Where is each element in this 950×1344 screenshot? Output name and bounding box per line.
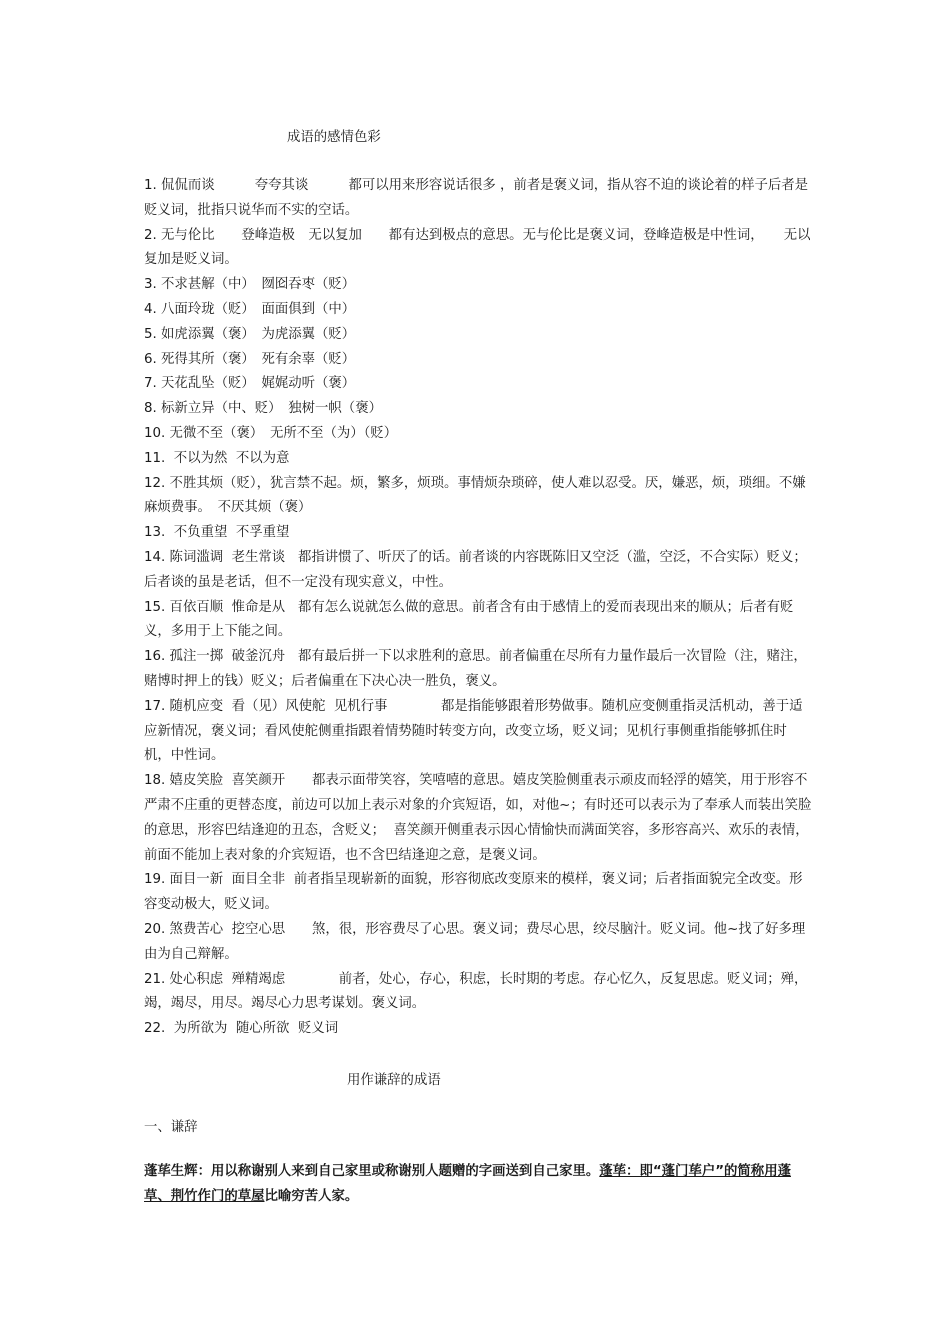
idiom-note-underlined-2: 用蓬草、荆竹作门的草屋: [144, 1164, 791, 1204]
paragraph-1: 1. 侃侃而谈 夸夸其谈 都可以用来形容说话很多 ，前者是褒义词，指从容不迫的谈论着的样子后者是贬义词，批指只说华而不实的空话。: [144, 178, 809, 218]
section-heading: 一、谦辞: [144, 1120, 198, 1135]
doc-body: [144, 174, 812, 1042]
idiom-term: 蓬荜生辉: [144, 1164, 198, 1179]
paragraph-7: 7. 天花乱坠（贬） 娓娓动听（褒）: [144, 376, 356, 392]
paragraph-11: 11. 不以为然 不以为意: [144, 450, 290, 466]
paragraph-15: 15. 百依百顺 惟命是从 都有怎么说就怎么做的意思。前者含有由于感情上的爱而表现出来的顺从；后者有贬义，多用于上下能之间。: [144, 599, 794, 640]
section-title: 用作谦辞的成语: [347, 1073, 441, 1088]
paragraph-12: 12. 不胜其烦（贬），犹言禁不起。烦，繁多，烦琐。事情烦杂琐碎，使人难以忍受。厌，嫌恶，烦，琐细。不嫌麻烦费事。 不厌其烦（褒）: [144, 475, 806, 516]
paragraph-2: 2. 无与伦比 登峰造极 无以复加 都有达到极点的意思。无与伦比是褒义词，登峰造极是中性词， 无以复加是贬义词。: [144, 227, 811, 268]
paragraph-18: 18. 嬉皮笑脸 喜笑颜开 都表示面带笑容，笑嘻嘻的意思。嬉皮笑脸侧重表示顽皮而轻浮的嬉笑，用于形容不严肃不庄重的更替态度，前边可以加上表示对象的介宾短语，如，对他~；有时还可以表示为了奉承人而装出笑脸的意思，形容巴结逢迎的丑态，含贬义； 喜笑颜开侧重表示因心情愉快而满面笑容，多形容高兴、欢乐的表情，前面不能加上表对象的介宾短语，也不含巴结逢迎之意，是褒义词。: [144, 773, 812, 863]
idiom-entry: [144, 1160, 812, 1210]
paragraph-3: 3. 不求甚解（中） 囫囵吞枣（贬）: [144, 277, 356, 293]
paragraph-6: 6. 死得其所（褒） 死有余辜（贬）: [144, 351, 356, 367]
paragraph-19: 19. 面目一新 面目全非 前者指呈现崭新的面貌，形容彻底改变原来的模样，褒义词；后者指面貌完全改变。形容变动极大，贬义词。: [144, 872, 803, 913]
paragraph-4: 4. 八面玲珑（贬） 面面俱到（中）: [144, 301, 356, 317]
paragraph-16: 16. 孤注一掷 破釜沉舟 都有最后拼一下以求胜利的意思。前者偏重在尽所有力量作最后一次冒险（注，赌注，赌博时押上的钱）贬义；后者偏重在下决心决一胜负，褒义。: [144, 649, 807, 689]
paragraph-22: 22. 为所欲为 随心所欲 贬义词: [144, 1021, 339, 1037]
paragraph-10: 10. 无微不至（褒） 无所不至（为）（贬）: [144, 425, 398, 441]
idiom-definition: ：用以称谢别人来到自己家里或称谢别人题赠的字画送到自己家里。: [197, 1164, 600, 1179]
doc-title: 成语的感情色彩: [287, 130, 381, 145]
paragraph-21: 21. 处心积虑 殚精竭虑 前者，处心，存心，积虑，长时期的考虑。存心忆久，反复思虑。贬义词；殚，竭，竭尽，用尽。竭尽心力思考谋划。褒义词。: [144, 971, 808, 1012]
paragraph-20: 20. 煞费苦心 挖空心思 煞，很，形容费尽了心思。褒义词；费尽心思，绞尽脑汁。贬义词。他~找了好多理由为自己辩解。: [144, 921, 806, 962]
paragraph-8: 8. 标新立异（中、贬） 独树一帜（褒）: [144, 401, 382, 417]
paragraph-5: 5. 如虎添翼（褒） 为虎添翼（贬）: [144, 326, 356, 342]
idiom-tail: 比喻穷苦人家。: [264, 1188, 359, 1204]
paragraph-14: 14. 陈词滥调 老生常谈 都指讲惯了、听厌了的话。前者谈的内容既陈旧又空泛（滥，空泛，不合实际）贬义；后者谈的虽是老话，但不一定没有现实意义，中性。: [144, 549, 807, 590]
paragraph-13: 13. 不负重望 不孚重望: [144, 525, 290, 541]
idiom-note-underlined: 蓬荜：即“蓬门荜户”的简称: [599, 1164, 765, 1179]
paragraph-17: 17. 随机应变 看（见）风使舵 见机行事 都是指能够跟着形势做事。随机应变侧重指灵活机动，善于适应新情况，褒义词；看风使舵侧重指跟着情势随时转变方向，改变立场，贬义词；见机行事侧重指能够抓住时机，中性词。: [144, 698, 803, 764]
